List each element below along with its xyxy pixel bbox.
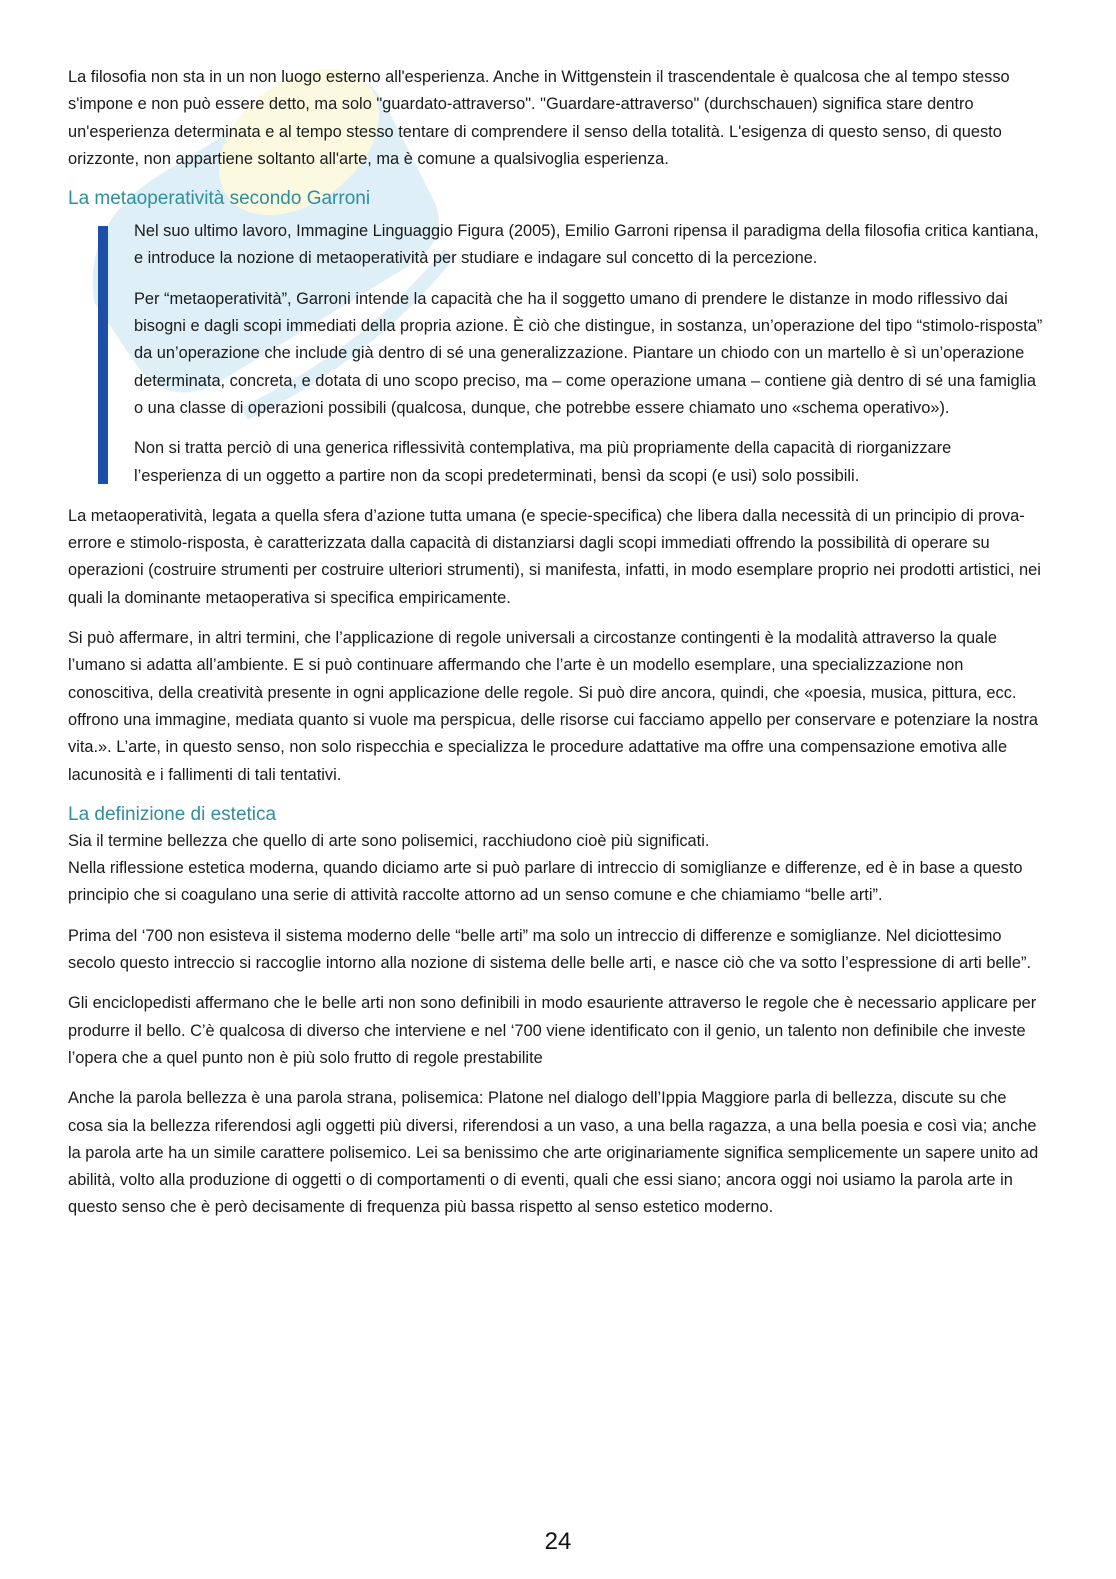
- document-page: [68, 64, 1043, 1235]
- heading-metaoperativita: La metaoperatività secondo Garroni: [68, 188, 371, 210]
- estetica-paragraph-2: Gli enciclopedisti affermano che le belle arti non sono definibili in modo esauriente attraverso le regole che è necessario applicare per produrre il bello. C’è qualcosa di diverso che interviene e nel ‘700 viene identificato con il genio, un talento non definibile che investe l’opera che a quel punto non è più solo frutto di regole prestabilite: [68, 994, 1037, 1067]
- estetica-paragraph-3: Anche la parola bellezza è una parola strana, polisemica: Platone nel dialogo dell’Ippia Maggiore parla di bellezza, discute su che cosa sia la bellezza riferendosi agli oggetti più diversi, riferendosi a un vaso, a una bella ragazza, a una bella poesia e così via; anche la parola arte ha un simile carattere polisemico. Lei sa benissimo che arte originariamente significa semplicemente un sapere unito ad abilità, volto alla produzione di oggetti o di comportamenti o di eventi, quali che essi siano; ancora oggi noi usiamo la parola arte in questo senso che è però decisamente di frequenza più bassa rispetto al senso estetico moderno.: [68, 1089, 1039, 1217]
- quote-paragraph-1: Nel suo ultimo lavoro, Immagine Linguaggio Figura (2005), Emilio Garroni ripensa il paradigma della filosofia critica kantiana, e introduce la nozione di metaoperatività per studiare e indagare sul concetto di la percezione.: [134, 222, 1039, 268]
- metaoperativita-paragraph-2: Si può affermare, in altri termini, che l’applicazione di regole universali a circostanze contingenti è la modalità attraverso la quale l’umano si adatta all’ambiente. E si può continuare affermando che l’arte è un modello esemplare, una specializzazione non conoscitiva, della creatività presente in ogni applicazione delle regole. Si può dire ancora, quindi, che «poesia, musica, pittura, ecc. offrono una immagine, mediata quanto si vuole ma perspicua, delle risorse cui facciamo appello per conservare e potenziare la nostra vita.». L’arte, in questo senso, non solo rispecchia e specializza le procedure adattative ma offre una compensazione emotiva alle lacunosità e i fallimenti di tali tentativi.: [68, 629, 1039, 784]
- quote-paragraph-3: Non si tratta perciò di una generica riflessività contemplativa, ma più propriamente della capacità di riorganizzare l’esperienza di un oggetto a partire non da scopi predeterminati, bensì da scopi (e usi) solo possibili.: [134, 439, 952, 485]
- estetica-intro: [68, 828, 1043, 910]
- metaoperativita-paragraph-1: La metaoperatività, legata a quella sfera d’azione tutta umana (e specie-specifica) che libera dalla necessità di un principio di prova-errore e stimolo-risposta, è caratterizzata dalla capacità di distanziarsi dagli scopi immediati offrendo la possibilità di operare su operazioni (costruire strumenti per costruire ulteriori strumenti), si manifesta, infatti, in modo esemplare proprio nei prodotti artistici, nei quali la dominante metaoperativa si specifica empiricamente.: [68, 506, 1041, 607]
- quote-block: [68, 218, 1043, 490]
- estetica-line-1: Sia il termine bellezza che quello di arte sono polisemici, racchiudono cioè più significati.: [68, 831, 710, 850]
- estetica-line-2: Nella riflessione estetica moderna, quando diciamo arte si può parlare di intreccio di somiglianze e differenze, ed è in base a questo principio che si coagulano una serie di attività raccolte attorno ad un senso comune e che chiamiamo “belle arti”.: [68, 859, 1023, 905]
- quote-bar: [98, 226, 108, 484]
- intro-paragraph: La filosofia non sta in un non luogo esterno all'esperienza. Anche in Wittgenstein il trascendentale è qualcosa che al tempo stesso s'impone e non può essere detto, ma solo "guardato-attraverso". "Guardare-attraverso" (durchschauen) significa stare dentro un'esperienza determinata e al tempo stesso tentare di comprendere il senso della totalità. L'esigenza di questo senso, di questo orizzonte, non appartiene soltanto all'arte, ma è comune a qualsivoglia esperienza.: [68, 68, 1010, 168]
- quote-paragraph-2: Per “metaoperatività”, Garroni intende la capacità che ha il soggetto umano di prendere le distanze in modo riflessivo dai bisogni e dagli scopi immediati della propria azione. È ciò che distingue, in sostanza, un’operazione del tipo “stimolo-risposta” da un’operazione che include già dentro di sé una generalizzazione. Piantare un chiodo con un martello è sì un’operazione determinata, concreta, e dotata di uno scopo preciso, ma – come operazione umana – contiene già dentro di sé una famiglia o una classe di operazioni possibili (qualcosa, dunque, che potrebbe essere chiamato uno «schema operativo»).: [134, 289, 1043, 417]
- heading-estetica: La definizione di estetica: [68, 803, 277, 825]
- page-number: 24: [544, 1528, 572, 1555]
- estetica-paragraph-1: Prima del ‘700 non esisteva il sistema moderno delle “belle arti” ma solo un intreccio di differenze e somiglianze. Nel diciottesimo secolo questo intreccio si raccoglie intorno alla nozione di sistema delle belle arti, e nasce ciò che va sotto l’espressione di arti belle”.: [68, 926, 1032, 973]
